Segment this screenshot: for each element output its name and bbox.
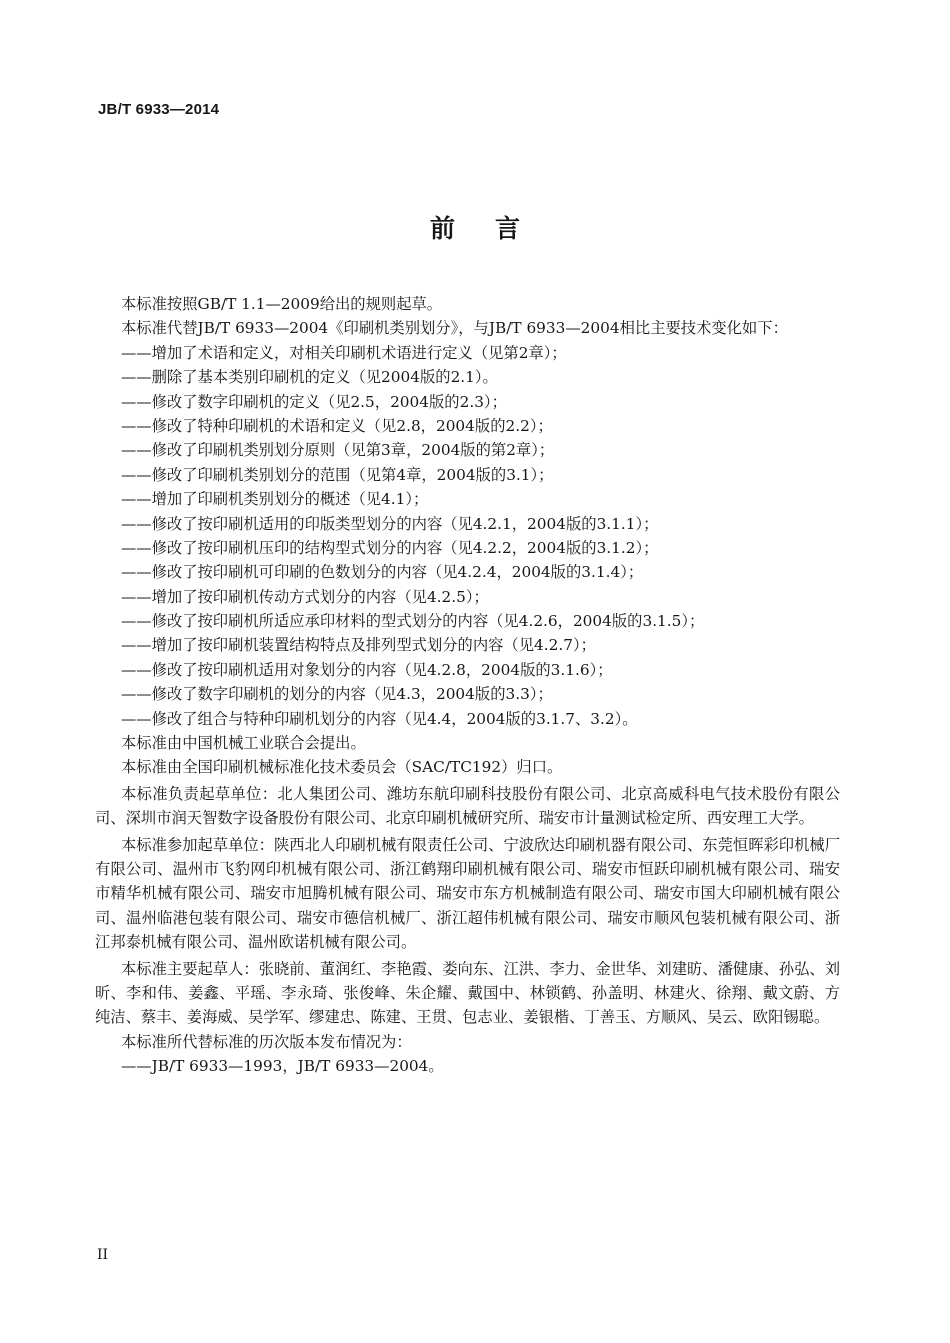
intro-line-drafting-rules: 本标准按照GB/T 1.1—2009给出的规则起草。 <box>121 295 443 313</box>
change-item: ——修改了按印刷机适用对象划分的内容（见4.2.8，2004版的3.1.6）； <box>121 660 613 679</box>
change-item: ——修改了印刷机类别划分原则（见第3章，2004版的第2章）； <box>121 441 555 460</box>
history-intro: 本标准所代替标准的历次版本发布情况为： <box>121 1032 412 1051</box>
change-item: ——修改了按印刷机适用的印版类型划分的内容（见4.2.1，2004版的3.1.1）； <box>121 514 659 533</box>
page-number: II <box>97 1247 109 1263</box>
managed-by: 本标准由全国印刷机械标准化技术委员会（SAC/TC192）归口。 <box>121 758 563 777</box>
change-item: ——修改了按印刷机所适应承印材料的型式划分的内容（见4.2.6，2004版的3.1.5）； <box>121 612 705 631</box>
main-drafters: 本标准主要起草人：张晓前、董润红、李艳霞、娄向东、江洪、李力、金世华、刘建昉、潘健康、孙弘、刘昕、李和伟、姜鑫、平瑶、李永琦、张俊峰、朱企耀、戴国中、林锁鹤、孙盖明、林建火、徐翔、戴文蔚、方纯洁、蔡丰、姜海威、吴学军、缪建忠、陈建、王贯、包志业、姜银楷、丁善玉、方顺风、吴云、欧阳锡聪。 <box>95 959 840 1027</box>
change-item: ——增加了按印刷机传动方式划分的内容（见4.2.5）； <box>121 587 489 606</box>
change-item: ——修改了特种印刷机的术语和定义（见2.8，2004版的2.2）； <box>121 416 553 435</box>
change-item: ——修改了按印刷机压印的结构型式划分的内容（见4.2.2，2004版的3.1.2）； <box>121 538 659 557</box>
changes-list <box>95 341 840 731</box>
history-versions: ——JB/T 6933—1993，JB/T 6933—2004。 <box>121 1057 444 1076</box>
page-title: 前言 <box>429 214 560 243</box>
change-item: ——增加了术语和定义，对相关印刷机术语进行定义（见第2章）； <box>121 343 567 362</box>
change-item: ——增加了印刷机类别划分的概述（见4.1）； <box>121 490 429 509</box>
foreword-body <box>95 292 840 1079</box>
change-item: ——删除了基本类别印刷机的定义（见2004版的2.1）。 <box>121 368 498 387</box>
change-item: ——修改了按印刷机可印刷的色数划分的内容（见4.2.4，2004版的3.1.4）； <box>121 563 644 582</box>
change-item: ——修改了组合与特种印刷机划分的内容（见4.4，2004版的3.1.7、3.2）。 <box>121 709 638 728</box>
participating-units: 本标准参加起草单位：陕西北人印刷机械有限责任公司、宁波欣达印刷机器有限公司、东莞恒晖彩印机械厂有限公司、温州市飞豹网印机械有限公司、浙江鹤翔印刷机械有限公司、瑞安市恒跃印刷机械有限公司、瑞安市精华机械有限公司、瑞安市旭腾机械有限公司、瑞安市东方机械制造有限公司、瑞安市国大印刷机械有限公司、温州临港包装有限公司、瑞安市德信机械厂、浙江超伟机械有限公司、瑞安市顺风包装机械有限公司、浙江邦泰机械有限公司、温州欧诺机械有限公司。 <box>95 835 840 952</box>
change-item: ——增加了按印刷机装置结构特点及排列型式划分的内容（见4.2.7）； <box>121 636 596 655</box>
change-item: ——修改了数字印刷机的划分的内容（见4.3，2004版的3.3）； <box>121 685 553 704</box>
document-code: JB/T 6933—2014 <box>98 101 220 118</box>
change-item: ——修改了印刷机类别划分的范围（见第4章，2004版的3.1）； <box>121 465 554 484</box>
proposed-by: 本标准由中国机械工业联合会提出。 <box>121 734 366 753</box>
intro-line-replacement: 本标准代替JB/T 6933—2004《印刷机类别划分》，与JB/T 6933—2004相比主要技术变化如下： <box>121 319 788 338</box>
responsible-units: 本标准负责起草单位：北人集团公司、潍坊东航印刷科技股份有限公司、北京高威科电气技术股份有限公司、深圳市润天智数字设备股份有限公司、北京印刷机械研究所、瑞安市计量测试检定所、西安理工大学。 <box>95 784 840 828</box>
change-item: ——修改了数字印刷机的定义（见2.5，2004版的2.3）； <box>121 392 507 411</box>
